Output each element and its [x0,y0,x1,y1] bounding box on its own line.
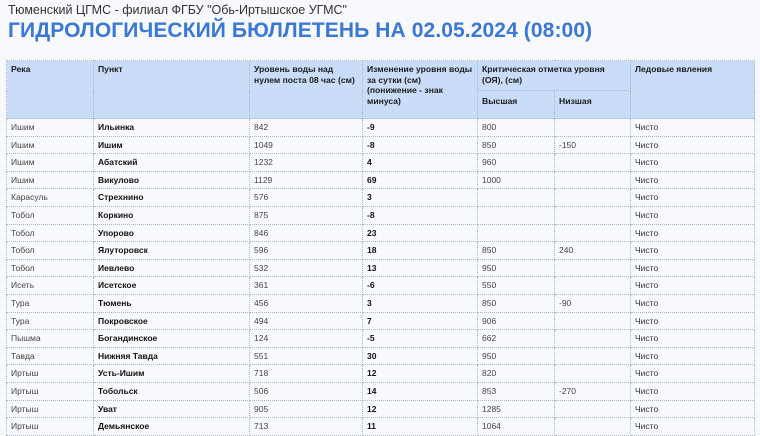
critical-low-cell [555,400,631,418]
critical-high-cell: 853 [478,382,555,400]
station-cell: Абатский [94,154,250,172]
ice-cell: Чисто [631,312,755,330]
table-row [7,259,755,277]
bulletin-title: ГИДРОЛОГИЧЕСКИЙ БЮЛЛЕТЕНЬ НА 02.05.2024 (08:00) [8,19,593,42]
column-header-river: Река [7,61,94,119]
table-row [7,294,755,312]
organization-subtitle: Тюменский ЦГМС - филиал ФГБУ "Обь-Иртышское УГМС" [8,3,347,17]
column-header-level: Уровень воды над нулем поста 08 час (см) [250,61,363,119]
river-cell: Иртыш [7,365,94,383]
critical-high-cell: 820 [478,365,555,383]
ice-cell: Чисто [631,365,755,383]
river-cell: Иртыш [7,382,94,400]
station-cell: Иевлево [94,259,250,277]
river-cell: Тобол [7,259,94,277]
column-header-station: Пункт [94,61,250,119]
critical-low-cell: -270 [555,382,631,400]
critical-high-cell [478,189,555,207]
critical-low-cell: 240 [555,242,631,260]
station-cell: Покровское [94,312,250,330]
critical-high-cell: 850 [478,294,555,312]
river-cell: Карасуль [7,189,94,207]
column-header-critical-low: Низшая [555,91,631,119]
column-header-ice: Ледовые явления [631,61,755,119]
station-cell: Упорово [94,224,250,242]
level-cell: 596 [250,242,363,260]
critical-high-cell: 906 [478,312,555,330]
level-cell: 456 [250,294,363,312]
change-cell: 3 [363,294,478,312]
station-cell: Усть-Ишим [94,365,250,383]
station-cell: Демьянское [94,418,250,436]
station-cell: Исетское [94,277,250,295]
river-cell: Тура [7,294,94,312]
ice-cell: Чисто [631,189,755,207]
table-row [7,119,755,137]
river-cell: Исеть [7,277,94,295]
level-cell: 718 [250,365,363,383]
critical-low-cell [555,347,631,365]
critical-low-cell [555,330,631,348]
river-cell: Тавда [7,347,94,365]
critical-low-cell: -150 [555,136,631,154]
column-header-critical: Критическая отметка уровня (ОЯ), (см) [478,61,631,91]
river-cell: Иртыш [7,400,94,418]
critical-high-cell [478,224,555,242]
critical-low-cell [555,259,631,277]
table-row [7,400,755,418]
critical-low-cell [555,277,631,295]
change-cell: 4 [363,154,478,172]
change-cell: 12 [363,365,478,383]
critical-high-cell: 800 [478,119,555,137]
ice-cell: Чисто [631,242,755,260]
critical-high-cell: 1000 [478,171,555,189]
critical-low-cell: -90 [555,294,631,312]
level-cell: 551 [250,347,363,365]
level-cell: 846 [250,224,363,242]
station-cell: Стрехнино [94,189,250,207]
table-row [7,224,755,242]
ice-cell: Чисто [631,119,755,137]
critical-high-cell: 950 [478,259,555,277]
critical-high-cell: 850 [478,136,555,154]
river-cell: Тура [7,312,94,330]
change-cell: 18 [363,242,478,260]
station-cell: Коркино [94,206,250,224]
critical-high-cell: 950 [478,347,555,365]
ice-cell: Чисто [631,347,755,365]
critical-high-cell: 662 [478,330,555,348]
level-cell: 124 [250,330,363,348]
critical-high-cell: 1285 [478,400,555,418]
river-cell: Тобол [7,224,94,242]
table-row [7,418,755,436]
ice-cell: Чисто [631,154,755,172]
ice-cell: Чисто [631,171,755,189]
level-cell: 506 [250,382,363,400]
station-cell: Уват [94,400,250,418]
station-cell: Ялуторовск [94,242,250,260]
ice-cell: Чисто [631,136,755,154]
level-cell: 1049 [250,136,363,154]
river-cell: Ишим [7,136,94,154]
table-row [7,136,755,154]
level-cell: 532 [250,259,363,277]
critical-low-cell [555,154,631,172]
station-cell: Тобольск [94,382,250,400]
critical-low-cell [555,189,631,207]
table-body [7,119,755,436]
table-row [7,382,755,400]
station-cell: Ишим [94,136,250,154]
ice-cell: Чисто [631,294,755,312]
level-cell: 576 [250,189,363,207]
change-cell: -6 [363,277,478,295]
ice-cell: Чисто [631,206,755,224]
table-row [7,154,755,172]
level-cell: 1232 [250,154,363,172]
station-cell: Ильинка [94,119,250,137]
change-cell: 23 [363,224,478,242]
table-row [7,189,755,207]
table-row [7,330,755,348]
change-cell: 7 [363,312,478,330]
level-cell: 905 [250,400,363,418]
change-cell: 11 [363,418,478,436]
critical-low-cell [555,418,631,436]
ice-cell: Чисто [631,259,755,277]
river-cell: Тобол [7,242,94,260]
level-cell: 1129 [250,171,363,189]
ice-cell: Чисто [631,224,755,242]
column-header-change: Изменение уровня воды за сутки (см) (понижение - знак минуса) [363,61,478,119]
river-cell: Пышма [7,330,94,348]
critical-low-cell [555,171,631,189]
ice-cell: Чисто [631,400,755,418]
change-cell: 69 [363,171,478,189]
table-row [7,242,755,260]
station-cell: Тюмень [94,294,250,312]
ice-cell: Чисто [631,277,755,295]
ice-cell: Чисто [631,382,755,400]
critical-low-cell [555,365,631,383]
level-cell: 494 [250,312,363,330]
ice-cell: Чисто [631,418,755,436]
critical-high-cell: 550 [478,277,555,295]
critical-high-cell [478,206,555,224]
critical-low-cell [555,224,631,242]
change-cell: 14 [363,382,478,400]
ice-cell: Чисто [631,330,755,348]
change-cell: 3 [363,189,478,207]
river-cell: Иртыш [7,418,94,436]
table-row [7,171,755,189]
table-row [7,347,755,365]
critical-high-cell: 960 [478,154,555,172]
table-row [7,277,755,295]
hydrology-table [6,60,755,436]
change-cell: -9 [363,119,478,137]
change-cell: 12 [363,400,478,418]
critical-low-cell [555,206,631,224]
critical-high-cell: 850 [478,242,555,260]
column-header-critical-high: Высшая [478,91,555,119]
river-cell: Тобол [7,206,94,224]
table-row [7,206,755,224]
change-cell: -8 [363,206,478,224]
change-cell: -8 [363,136,478,154]
critical-high-cell: 1064 [478,418,555,436]
critical-low-cell [555,119,631,137]
river-cell: Ишим [7,171,94,189]
station-cell: Богандинское [94,330,250,348]
level-cell: 361 [250,277,363,295]
table-row [7,312,755,330]
level-cell: 713 [250,418,363,436]
river-cell: Ишим [7,154,94,172]
table-row [7,365,755,383]
critical-low-cell [555,312,631,330]
level-cell: 842 [250,119,363,137]
station-cell: Нижняя Тавда [94,347,250,365]
change-cell: 30 [363,347,478,365]
change-cell: -5 [363,330,478,348]
river-cell: Ишим [7,119,94,137]
change-cell: 13 [363,259,478,277]
station-cell: Викулово [94,171,250,189]
level-cell: 875 [250,206,363,224]
